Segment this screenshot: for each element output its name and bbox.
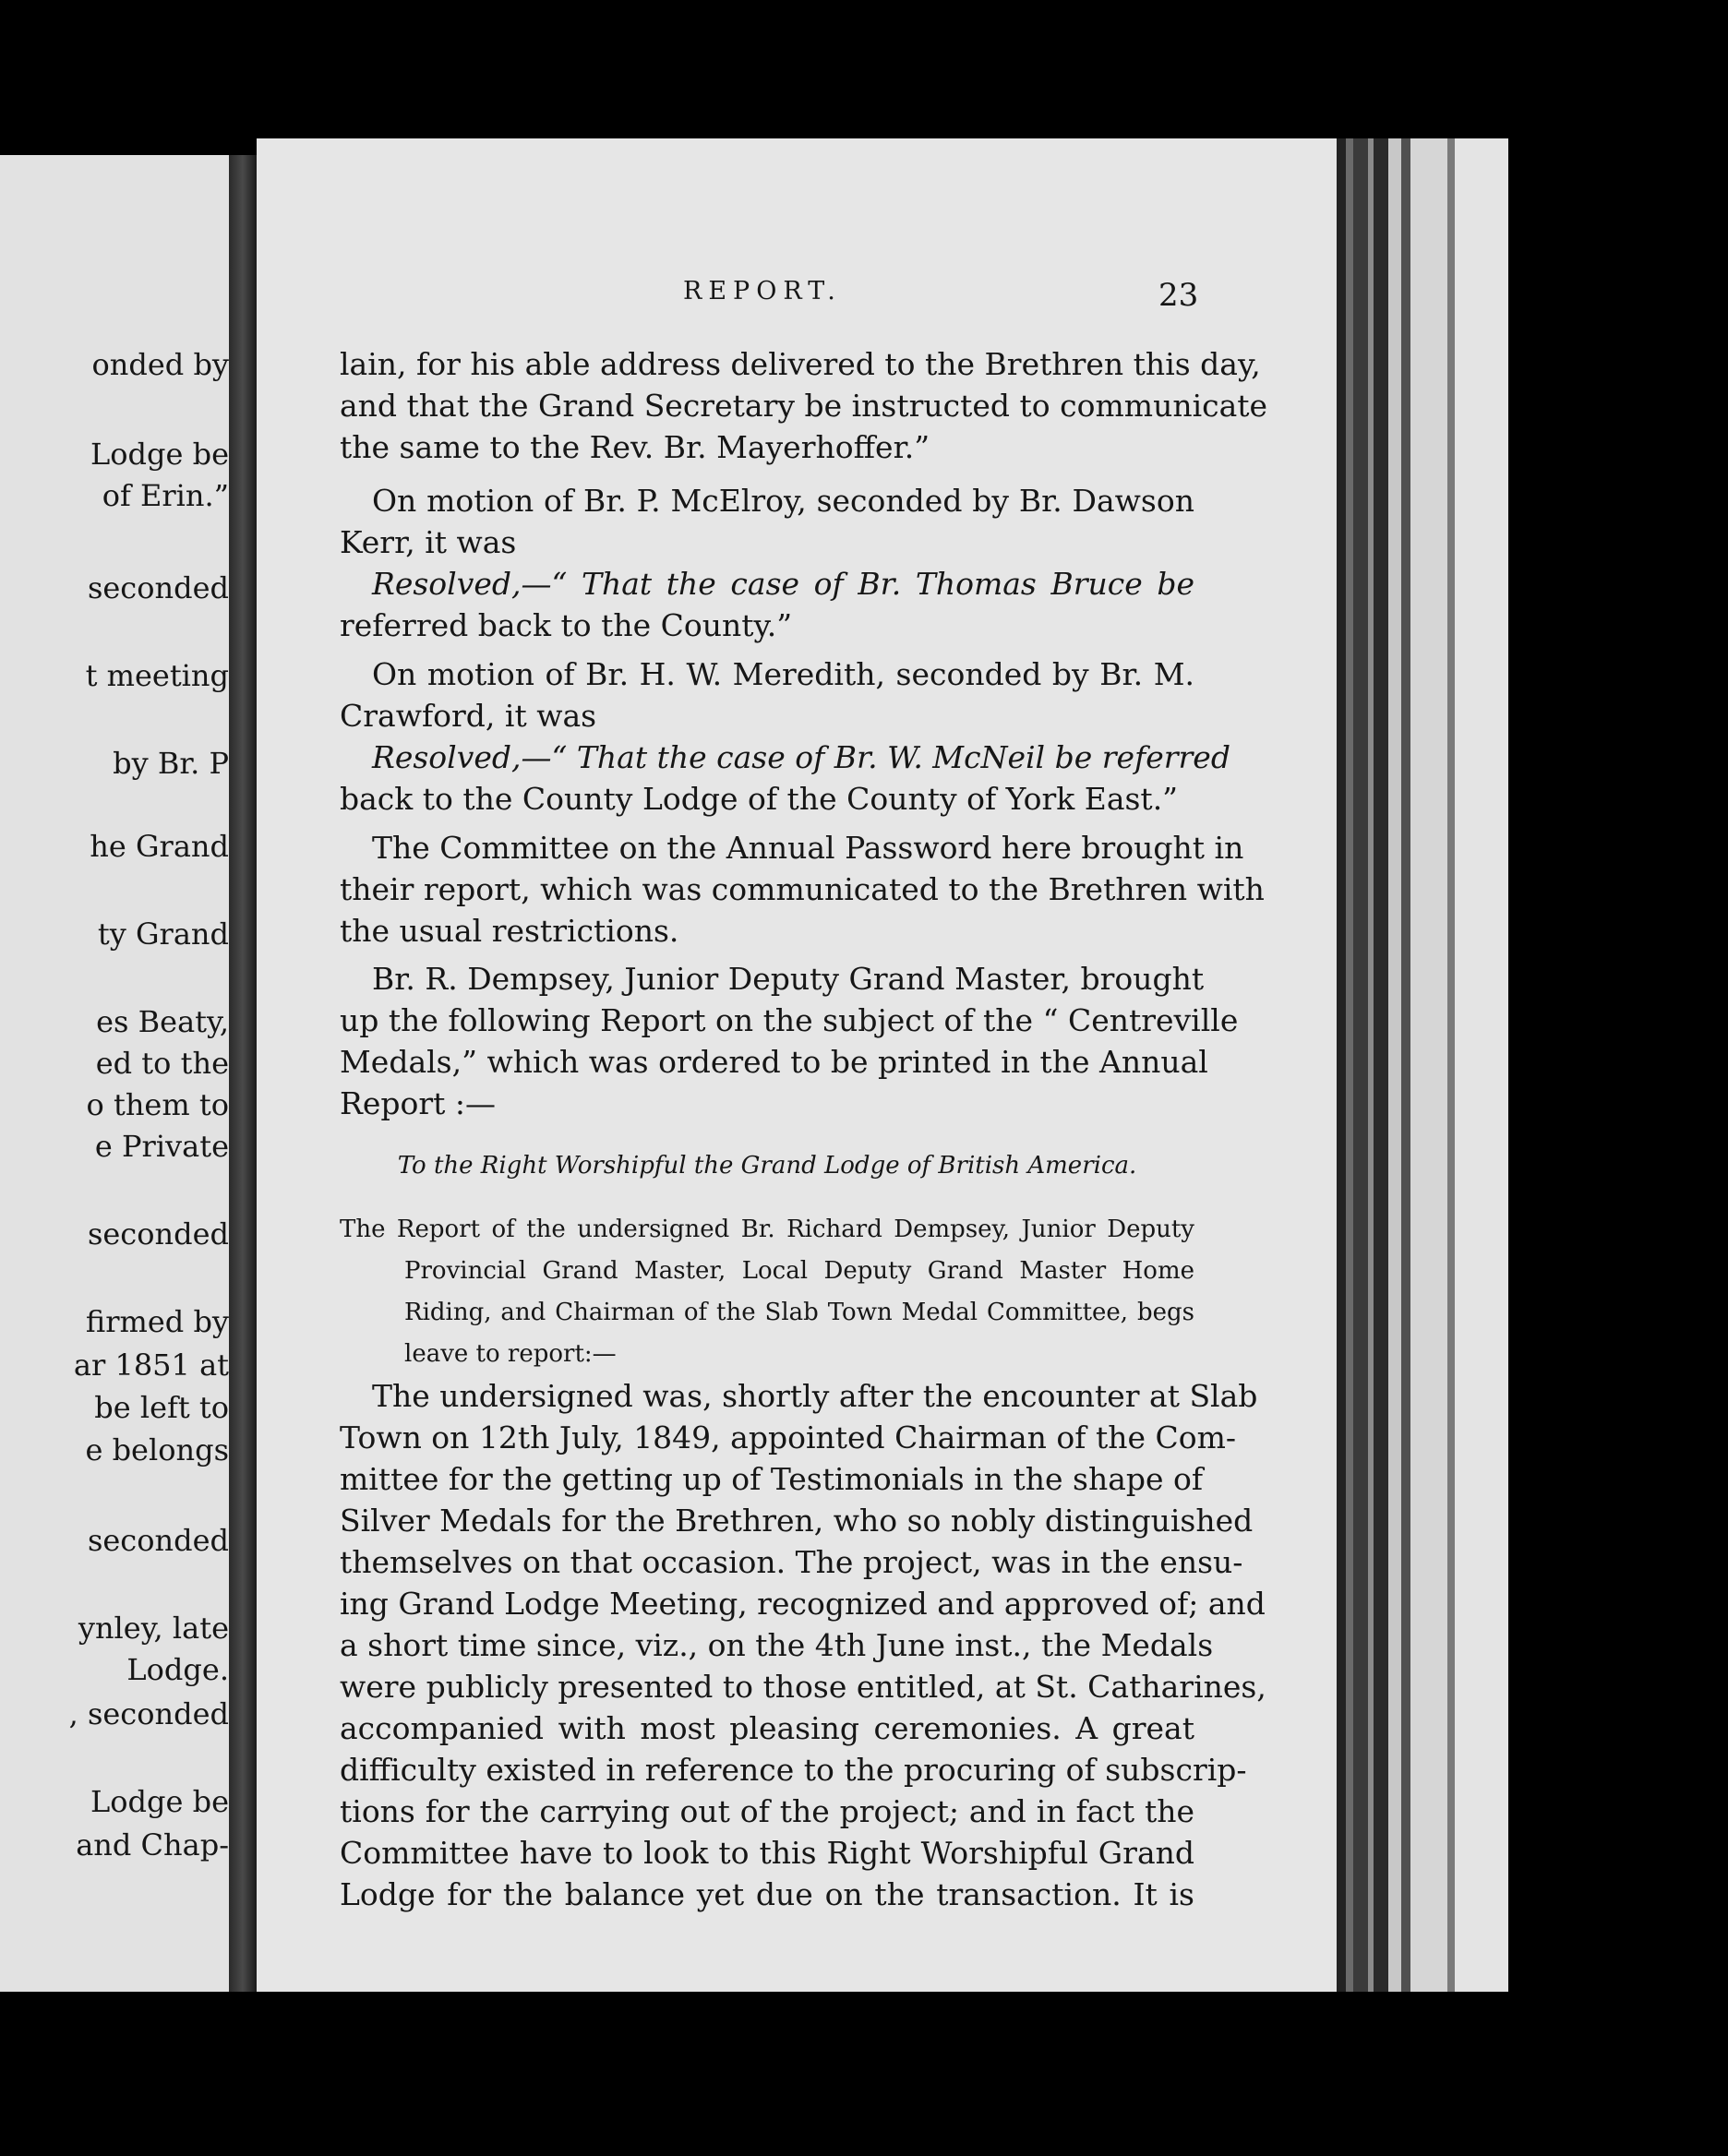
text-line: mittee for the getting up of Testimonials in the shape of [340,1461,1204,1497]
left-line: firmed by [85,1304,229,1339]
text-line: Lodge for the balance yet due on the transaction. It is [340,1876,1194,1912]
text-line: The undersigned was, shortly after the encounter at Slab [372,1378,1258,1414]
left-line: Lodge. [126,1652,229,1687]
text-line: the same to the Rev. Br. Mayerhoffer.” [340,429,930,465]
paragraph-password [340,827,1265,952]
text-line: ing Grand Lodge Meeting, recognized and approved of; and [340,1586,1266,1622]
text-line: Riding, and Chairman of the Slab Town Medal Committee, begs [404,1299,1194,1326]
text-line: their report, which was communicated to the Brethren with [340,871,1265,907]
text-line: The Committee on the Annual Password here brought in [372,830,1244,866]
paragraph-medals [340,1375,1266,1915]
text-line: Resolved,—“ That the case of Br. W. McNeil be referred [372,739,1230,775]
text-line: Committee have to look to this Right Worshipful Grand [340,1835,1194,1871]
text-line: a short time since, viz., on the 4th June inst., the Medals [340,1627,1214,1663]
left-line: seconded [87,1216,229,1252]
left-line: by Br. P [113,746,229,781]
left-line: es Beaty, [96,1004,229,1039]
left-line: be left to [94,1390,229,1425]
report-intro [340,1209,1194,1375]
page-number: 23 [1158,277,1199,314]
left-line: e Private [94,1129,229,1164]
left-line: ynley, late [78,1611,229,1646]
left-line: o them to [86,1087,229,1122]
text-line: Kerr, it was [340,524,517,560]
text-line: On motion of Br. P. McElroy, seconded by Br. Dawson [372,483,1194,519]
text-line: referred back to the County.” [340,607,793,643]
left-line: t meeting [85,658,229,693]
text-line: lain, for his able address delivered to the Brethren this day, [340,346,1261,382]
book-gutter [229,155,257,1992]
left-line: Lodge be [90,437,229,472]
dedication: To the Right Worshipful the Grand Lodge of British America. [397,1152,1137,1180]
text-line: On motion of Br. H. W. Meredith, seconded by Br. M. [372,656,1194,692]
left-line: he Grand [90,829,229,864]
text-line: difficulty existed in reference to the procuring of subscrip- [340,1752,1247,1788]
paragraph-address [340,343,1268,468]
left-line: seconded [87,1523,229,1558]
left-line: onded by [91,347,229,382]
text-line: tions for the carrying out of the project; and in fact the [340,1793,1194,1829]
paragraph-motion-meredith [340,653,1230,820]
text-line: Br. R. Dempsey, Junior Deputy Grand Master, brought [372,961,1205,997]
left-line: and Chap- [76,1827,229,1863]
text-line: up the following Report on the subject of the “ Centreville [340,1002,1239,1038]
text-line: Crawford, it was [340,698,597,734]
page-edges [1337,138,1508,1992]
left-line: of Erin.” [102,478,229,513]
text-line: Silver Medals for the Brethren, who so nobly distinguished [340,1503,1254,1539]
left-line: ar 1851 at [73,1348,229,1383]
left-line: ty Grand [97,916,229,952]
left-line: seconded [87,570,229,605]
text-line: the usual restrictions. [340,913,679,949]
text-line: The Report of the undersigned Br. Richard Dempsey, Junior Deputy [340,1216,1194,1243]
text-line: themselves on that occasion. The project, was in the ensu- [340,1544,1243,1580]
text-line: Medals,” which was ordered to be printed in the Annual [340,1044,1208,1080]
text-line: leave to report:— [404,1340,617,1368]
text-line: and that the Grand Secretary be instructed to communicate [340,388,1268,424]
text-line: Resolved,—“ That the case of Br. Thomas Bruce be [372,566,1194,602]
text-line: were publicly presented to those entitled, at St. Catharines, [340,1669,1266,1705]
text-line: Town on 12th July, 1849, appointed Chairman of the Com- [340,1419,1237,1455]
running-header: REPORT. [683,277,842,305]
left-page [0,155,229,1992]
paragraph-dempsey [340,958,1239,1124]
left-line: , seconded [68,1696,229,1731]
text-line: back to the County Lodge of the County of York East.” [340,781,1179,817]
left-line: e belongs [85,1432,229,1467]
left-line: ed to the [95,1046,229,1081]
text-line: accompanied with most pleasing ceremonies. A great [340,1710,1194,1746]
text-line: Provincial Grand Master, Local Deputy Grand Master Home [404,1257,1194,1285]
left-line: Lodge be [90,1784,229,1819]
text-line: Report :— [340,1085,497,1121]
paragraph-motion-mcelroy [340,480,1194,646]
